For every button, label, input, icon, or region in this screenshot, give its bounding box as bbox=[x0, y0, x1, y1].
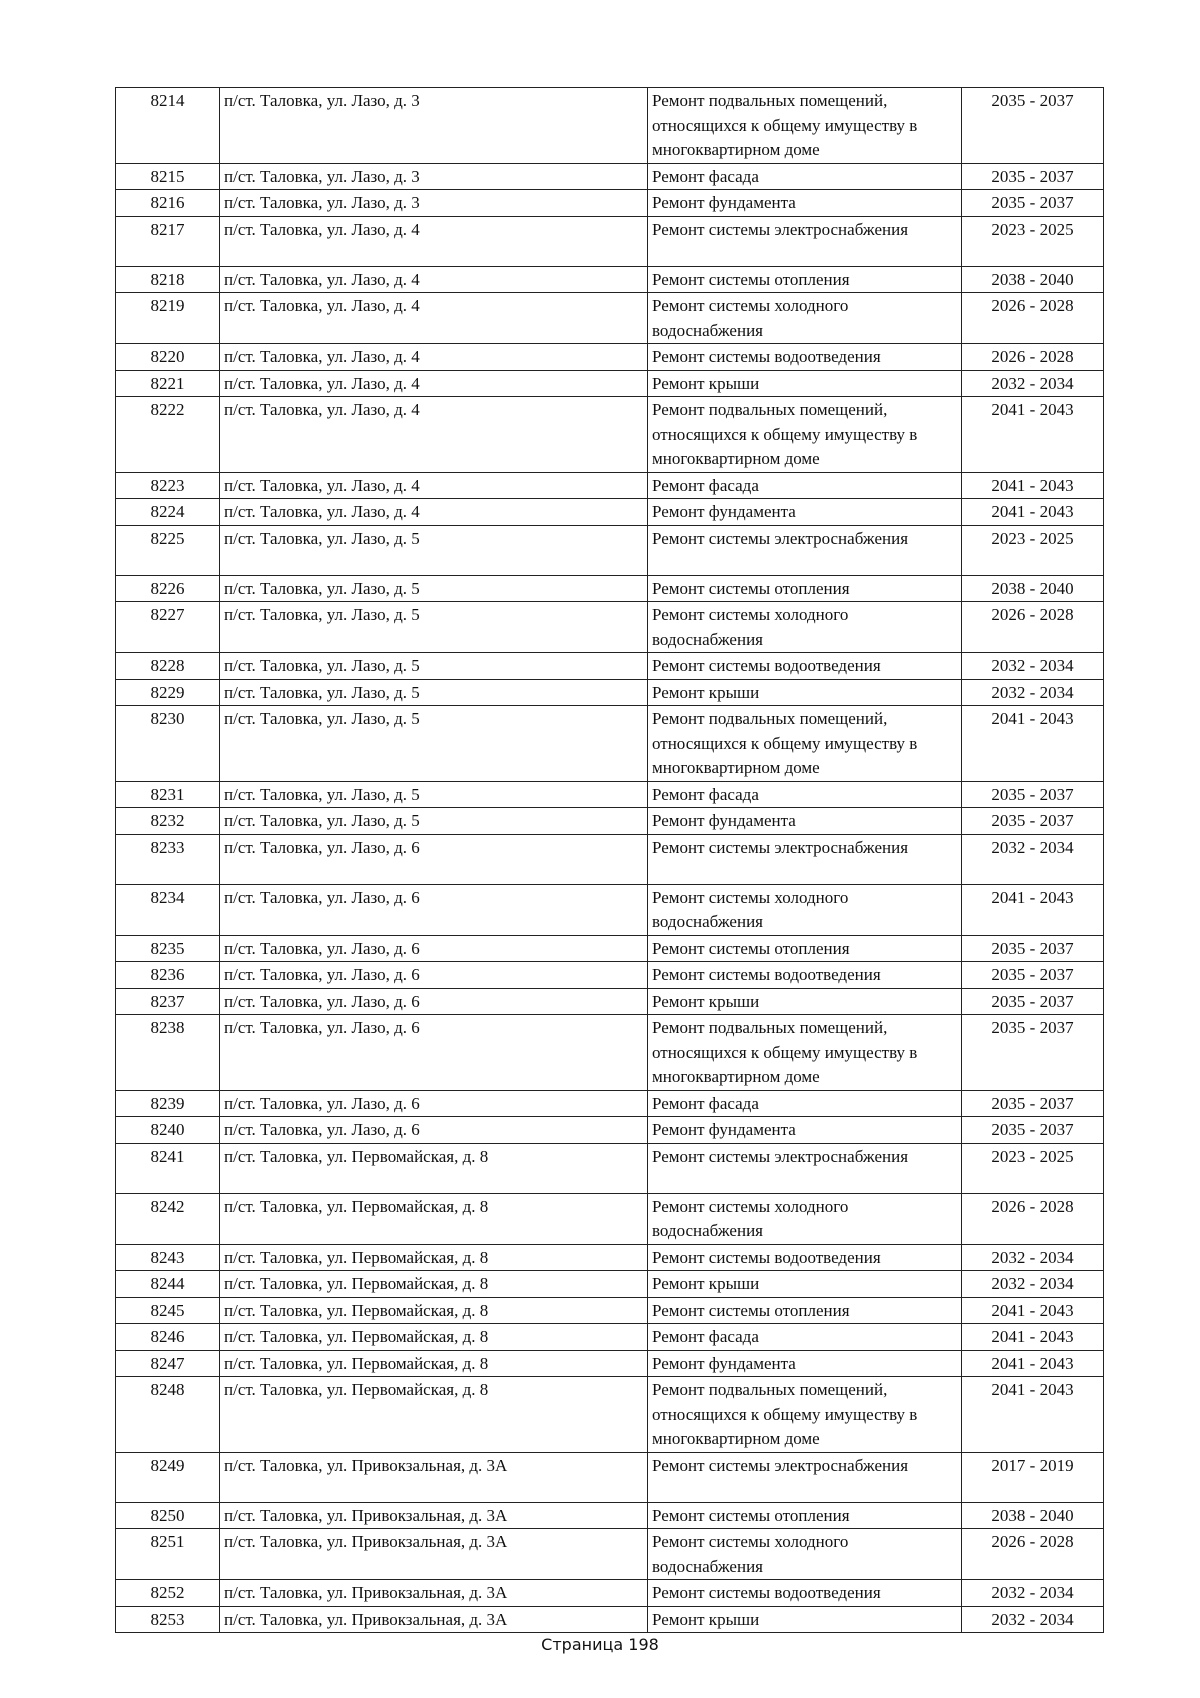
work-type-cell: Ремонт системы отопления bbox=[648, 575, 962, 602]
row-number-cell: 8215 bbox=[116, 163, 220, 190]
address-cell: п/ст. Таловка, ул. Лазо, д. 4 bbox=[220, 266, 648, 293]
period-cell: 2041 - 2043 bbox=[962, 1350, 1104, 1377]
table-row bbox=[116, 962, 1104, 989]
address-cell: п/ст. Таловка, ул. Лазо, д. 5 bbox=[220, 808, 648, 835]
table-row bbox=[116, 935, 1104, 962]
address-cell: п/ст. Таловка, ул. Лазо, д. 4 bbox=[220, 472, 648, 499]
period-cell: 2032 - 2034 bbox=[962, 653, 1104, 680]
period-cell: 2041 - 2043 bbox=[962, 397, 1104, 473]
address-cell: п/ст. Таловка, ул. Первомайская, д. 8 bbox=[220, 1377, 648, 1453]
table-row bbox=[116, 884, 1104, 935]
work-type-cell: Ремонт системы отопления bbox=[648, 1502, 962, 1529]
table-row bbox=[116, 1090, 1104, 1117]
address-cell: п/ст. Таловка, ул. Лазо, д. 4 bbox=[220, 293, 648, 344]
address-cell: п/ст. Таловка, ул. Лазо, д. 6 bbox=[220, 834, 648, 884]
work-type-cell: Ремонт системы электроснабжения bbox=[648, 216, 962, 266]
address-cell: п/ст. Таловка, ул. Лазо, д. 3 bbox=[220, 163, 648, 190]
period-cell: 2035 - 2037 bbox=[962, 962, 1104, 989]
work-type-cell: Ремонт системы электроснабжения bbox=[648, 1143, 962, 1193]
address-cell: п/ст. Таловка, ул. Лазо, д. 4 bbox=[220, 216, 648, 266]
work-type-cell: Ремонт фасада bbox=[648, 1090, 962, 1117]
address-cell: п/ст. Таловка, ул. Лазо, д. 6 bbox=[220, 1117, 648, 1144]
row-number-cell: 8251 bbox=[116, 1529, 220, 1580]
table-row bbox=[116, 679, 1104, 706]
work-type-cell: Ремонт системы водоотведения bbox=[648, 653, 962, 680]
table-row bbox=[116, 1502, 1104, 1529]
table-row bbox=[116, 1606, 1104, 1633]
address-cell: п/ст. Таловка, ул. Лазо, д. 6 bbox=[220, 1090, 648, 1117]
table-row bbox=[116, 525, 1104, 575]
row-number-cell: 8237 bbox=[116, 988, 220, 1015]
period-cell: 2035 - 2037 bbox=[962, 781, 1104, 808]
row-number-cell: 8241 bbox=[116, 1143, 220, 1193]
period-cell: 2035 - 2037 bbox=[962, 1015, 1104, 1091]
row-number-cell: 8228 bbox=[116, 653, 220, 680]
table-row bbox=[116, 1377, 1104, 1453]
period-cell: 2035 - 2037 bbox=[962, 190, 1104, 217]
table-row bbox=[116, 472, 1104, 499]
address-cell: п/ст. Таловка, ул. Лазо, д. 4 bbox=[220, 370, 648, 397]
address-cell: п/ст. Таловка, ул. Привокзальная, д. 3А bbox=[220, 1580, 648, 1607]
address-cell: п/ст. Таловка, ул. Лазо, д. 6 bbox=[220, 884, 648, 935]
address-cell: п/ст. Таловка, ул. Лазо, д. 5 bbox=[220, 706, 648, 782]
period-cell: 2032 - 2034 bbox=[962, 1244, 1104, 1271]
period-cell: 2032 - 2034 bbox=[962, 1580, 1104, 1607]
period-cell: 2032 - 2034 bbox=[962, 370, 1104, 397]
row-number-cell: 8233 bbox=[116, 834, 220, 884]
row-number-cell: 8239 bbox=[116, 1090, 220, 1117]
work-type-cell: Ремонт фасада bbox=[648, 472, 962, 499]
table-row bbox=[116, 706, 1104, 782]
table-body bbox=[116, 88, 1104, 1633]
period-cell: 2032 - 2034 bbox=[962, 1606, 1104, 1633]
address-cell: п/ст. Таловка, ул. Лазо, д. 3 bbox=[220, 88, 648, 164]
row-number-cell: 8246 bbox=[116, 1324, 220, 1351]
row-number-cell: 8220 bbox=[116, 344, 220, 371]
table-row bbox=[116, 266, 1104, 293]
address-cell: п/ст. Таловка, ул. Первомайская, д. 8 bbox=[220, 1143, 648, 1193]
address-cell: п/ст. Таловка, ул. Первомайская, д. 8 bbox=[220, 1193, 648, 1244]
work-type-cell: Ремонт системы водоотведения bbox=[648, 1244, 962, 1271]
row-number-cell: 8214 bbox=[116, 88, 220, 164]
period-cell: 2026 - 2028 bbox=[962, 1193, 1104, 1244]
row-number-cell: 8242 bbox=[116, 1193, 220, 1244]
work-type-cell: Ремонт системы водоотведения bbox=[648, 344, 962, 371]
row-number-cell: 8238 bbox=[116, 1015, 220, 1091]
table-row bbox=[116, 575, 1104, 602]
row-number-cell: 8235 bbox=[116, 935, 220, 962]
work-type-cell: Ремонт фасада bbox=[648, 781, 962, 808]
table-row bbox=[116, 1580, 1104, 1607]
period-cell: 2026 - 2028 bbox=[962, 602, 1104, 653]
table-row bbox=[116, 1143, 1104, 1193]
table-row bbox=[116, 499, 1104, 526]
row-number-cell: 8249 bbox=[116, 1452, 220, 1502]
row-number-cell: 8221 bbox=[116, 370, 220, 397]
address-cell: п/ст. Таловка, ул. Лазо, д. 3 bbox=[220, 190, 648, 217]
work-type-cell: Ремонт системы электроснабжения bbox=[648, 834, 962, 884]
row-number-cell: 8247 bbox=[116, 1350, 220, 1377]
address-cell: п/ст. Таловка, ул. Первомайская, д. 8 bbox=[220, 1350, 648, 1377]
work-type-cell: Ремонт системы отопления bbox=[648, 266, 962, 293]
address-cell: п/ст. Таловка, ул. Привокзальная, д. 3А bbox=[220, 1452, 648, 1502]
work-type-cell: Ремонт системы холодного водоснабжения bbox=[648, 1529, 962, 1580]
period-cell: 2038 - 2040 bbox=[962, 1502, 1104, 1529]
work-type-cell: Ремонт подвальных помещений, относящихся к общему имуществу в многоквартирном доме bbox=[648, 706, 962, 782]
table-row bbox=[116, 344, 1104, 371]
address-cell: п/ст. Таловка, ул. Привокзальная, д. 3А bbox=[220, 1606, 648, 1633]
table-row bbox=[116, 1297, 1104, 1324]
period-cell: 2032 - 2034 bbox=[962, 834, 1104, 884]
work-type-cell: Ремонт фундамента bbox=[648, 1117, 962, 1144]
work-type-cell: Ремонт системы холодного водоснабжения bbox=[648, 884, 962, 935]
row-number-cell: 8248 bbox=[116, 1377, 220, 1453]
row-number-cell: 8225 bbox=[116, 525, 220, 575]
table-row bbox=[116, 834, 1104, 884]
row-number-cell: 8231 bbox=[116, 781, 220, 808]
table-row bbox=[116, 988, 1104, 1015]
row-number-cell: 8253 bbox=[116, 1606, 220, 1633]
address-cell: п/ст. Таловка, ул. Лазо, д. 6 bbox=[220, 1015, 648, 1091]
table-row bbox=[116, 653, 1104, 680]
row-number-cell: 8250 bbox=[116, 1502, 220, 1529]
table-row bbox=[116, 1324, 1104, 1351]
address-cell: п/ст. Таловка, ул. Лазо, д. 5 bbox=[220, 602, 648, 653]
row-number-cell: 8243 bbox=[116, 1244, 220, 1271]
table-row bbox=[116, 808, 1104, 835]
period-cell: 2041 - 2043 bbox=[962, 472, 1104, 499]
table-row bbox=[116, 602, 1104, 653]
table-row bbox=[116, 1350, 1104, 1377]
table-row bbox=[116, 370, 1104, 397]
work-type-cell: Ремонт системы водоотведения bbox=[648, 1580, 962, 1607]
table-row bbox=[116, 163, 1104, 190]
address-cell: п/ст. Таловка, ул. Лазо, д. 6 bbox=[220, 988, 648, 1015]
row-number-cell: 8218 bbox=[116, 266, 220, 293]
period-cell: 2035 - 2037 bbox=[962, 1117, 1104, 1144]
row-number-cell: 8244 bbox=[116, 1271, 220, 1298]
row-number-cell: 8230 bbox=[116, 706, 220, 782]
table-row bbox=[116, 781, 1104, 808]
address-cell: п/ст. Таловка, ул. Привокзальная, д. 3А bbox=[220, 1502, 648, 1529]
address-cell: п/ст. Таловка, ул. Привокзальная, д. 3А bbox=[220, 1529, 648, 1580]
row-number-cell: 8217 bbox=[116, 216, 220, 266]
period-cell: 2041 - 2043 bbox=[962, 1377, 1104, 1453]
address-cell: п/ст. Таловка, ул. Лазо, д. 4 bbox=[220, 499, 648, 526]
address-cell: п/ст. Таловка, ул. Первомайская, д. 8 bbox=[220, 1244, 648, 1271]
address-cell: п/ст. Таловка, ул. Первомайская, д. 8 bbox=[220, 1297, 648, 1324]
period-cell: 2035 - 2037 bbox=[962, 1090, 1104, 1117]
work-type-cell: Ремонт крыши bbox=[648, 1606, 962, 1633]
row-number-cell: 8229 bbox=[116, 679, 220, 706]
address-cell: п/ст. Таловка, ул. Лазо, д. 5 bbox=[220, 679, 648, 706]
address-cell: п/ст. Таловка, ул. Первомайская, д. 8 bbox=[220, 1271, 648, 1298]
row-number-cell: 8216 bbox=[116, 190, 220, 217]
row-number-cell: 8234 bbox=[116, 884, 220, 935]
work-type-cell: Ремонт системы холодного водоснабжения bbox=[648, 1193, 962, 1244]
period-cell: 2023 - 2025 bbox=[962, 216, 1104, 266]
period-cell: 2041 - 2043 bbox=[962, 706, 1104, 782]
work-type-cell: Ремонт фундамента bbox=[648, 190, 962, 217]
table-row bbox=[116, 1244, 1104, 1271]
work-type-cell: Ремонт подвальных помещений, относящихся к общему имуществу в многоквартирном доме bbox=[648, 88, 962, 164]
address-cell: п/ст. Таловка, ул. Лазо, д. 4 bbox=[220, 344, 648, 371]
period-cell: 2026 - 2028 bbox=[962, 1529, 1104, 1580]
work-type-cell: Ремонт подвальных помещений, относящихся к общему имуществу в многоквартирном доме bbox=[648, 1015, 962, 1091]
work-type-cell: Ремонт фасада bbox=[648, 1324, 962, 1351]
work-type-cell: Ремонт системы электроснабжения bbox=[648, 525, 962, 575]
row-number-cell: 8252 bbox=[116, 1580, 220, 1607]
work-type-cell: Ремонт системы холодного водоснабжения bbox=[648, 602, 962, 653]
period-cell: 2038 - 2040 bbox=[962, 266, 1104, 293]
period-cell: 2041 - 2043 bbox=[962, 1324, 1104, 1351]
table-row bbox=[116, 397, 1104, 473]
table-row bbox=[116, 293, 1104, 344]
work-type-cell: Ремонт крыши bbox=[648, 370, 962, 397]
page-number: Страница 198 bbox=[541, 1635, 659, 1654]
work-type-cell: Ремонт подвальных помещений, относящихся к общему имуществу в многоквартирном доме bbox=[648, 1377, 962, 1453]
table-row bbox=[116, 190, 1104, 217]
work-type-cell: Ремонт крыши bbox=[648, 1271, 962, 1298]
period-cell: 2038 - 2040 bbox=[962, 575, 1104, 602]
address-cell: п/ст. Таловка, ул. Лазо, д. 6 bbox=[220, 962, 648, 989]
address-cell: п/ст. Таловка, ул. Лазо, д. 5 bbox=[220, 525, 648, 575]
period-cell: 2032 - 2034 bbox=[962, 1271, 1104, 1298]
address-cell: п/ст. Таловка, ул. Лазо, д. 5 bbox=[220, 653, 648, 680]
table-row bbox=[116, 1529, 1104, 1580]
row-number-cell: 8227 bbox=[116, 602, 220, 653]
row-number-cell: 8224 bbox=[116, 499, 220, 526]
period-cell: 2023 - 2025 bbox=[962, 1143, 1104, 1193]
work-type-cell: Ремонт фасада bbox=[648, 163, 962, 190]
work-type-cell: Ремонт системы отопления bbox=[648, 1297, 962, 1324]
table-row bbox=[116, 1015, 1104, 1091]
work-type-cell: Ремонт крыши bbox=[648, 679, 962, 706]
row-number-cell: 8240 bbox=[116, 1117, 220, 1144]
table-row bbox=[116, 1193, 1104, 1244]
address-cell: п/ст. Таловка, ул. Первомайская, д. 8 bbox=[220, 1324, 648, 1351]
period-cell: 2023 - 2025 bbox=[962, 525, 1104, 575]
period-cell: 2032 - 2034 bbox=[962, 679, 1104, 706]
work-type-cell: Ремонт подвальных помещений, относящихся к общему имуществу в многоквартирном доме bbox=[648, 397, 962, 473]
work-type-cell: Ремонт фундамента bbox=[648, 1350, 962, 1377]
period-cell: 2026 - 2028 bbox=[962, 344, 1104, 371]
period-cell: 2035 - 2037 bbox=[962, 988, 1104, 1015]
address-cell: п/ст. Таловка, ул. Лазо, д. 5 bbox=[220, 781, 648, 808]
period-cell: 2041 - 2043 bbox=[962, 884, 1104, 935]
work-type-cell: Ремонт системы водоотведения bbox=[648, 962, 962, 989]
table-row bbox=[116, 1452, 1104, 1502]
period-cell: 2017 - 2019 bbox=[962, 1452, 1104, 1502]
work-type-cell: Ремонт фундамента bbox=[648, 808, 962, 835]
row-number-cell: 8236 bbox=[116, 962, 220, 989]
work-type-cell: Ремонт системы холодного водоснабжения bbox=[648, 293, 962, 344]
period-cell: 2035 - 2037 bbox=[962, 935, 1104, 962]
row-number-cell: 8245 bbox=[116, 1297, 220, 1324]
address-cell: п/ст. Таловка, ул. Лазо, д. 5 bbox=[220, 575, 648, 602]
row-number-cell: 8223 bbox=[116, 472, 220, 499]
table-row bbox=[116, 1117, 1104, 1144]
work-type-cell: Ремонт системы электроснабжения bbox=[648, 1452, 962, 1502]
period-cell: 2026 - 2028 bbox=[962, 293, 1104, 344]
row-number-cell: 8232 bbox=[116, 808, 220, 835]
period-cell: 2041 - 2043 bbox=[962, 1297, 1104, 1324]
address-cell: п/ст. Таловка, ул. Лазо, д. 6 bbox=[220, 935, 648, 962]
work-type-cell: Ремонт крыши bbox=[648, 988, 962, 1015]
row-number-cell: 8226 bbox=[116, 575, 220, 602]
row-number-cell: 8219 bbox=[116, 293, 220, 344]
period-cell: 2035 - 2037 bbox=[962, 808, 1104, 835]
work-type-cell: Ремонт фундамента bbox=[648, 499, 962, 526]
repair-schedule-table bbox=[115, 87, 1104, 1633]
row-number-cell: 8222 bbox=[116, 397, 220, 473]
address-cell: п/ст. Таловка, ул. Лазо, д. 4 bbox=[220, 397, 648, 473]
work-type-cell: Ремонт системы отопления bbox=[648, 935, 962, 962]
table-row bbox=[116, 88, 1104, 164]
table-row bbox=[116, 216, 1104, 266]
period-cell: 2035 - 2037 bbox=[962, 88, 1104, 164]
period-cell: 2035 - 2037 bbox=[962, 163, 1104, 190]
table-row bbox=[116, 1271, 1104, 1298]
period-cell: 2041 - 2043 bbox=[962, 499, 1104, 526]
